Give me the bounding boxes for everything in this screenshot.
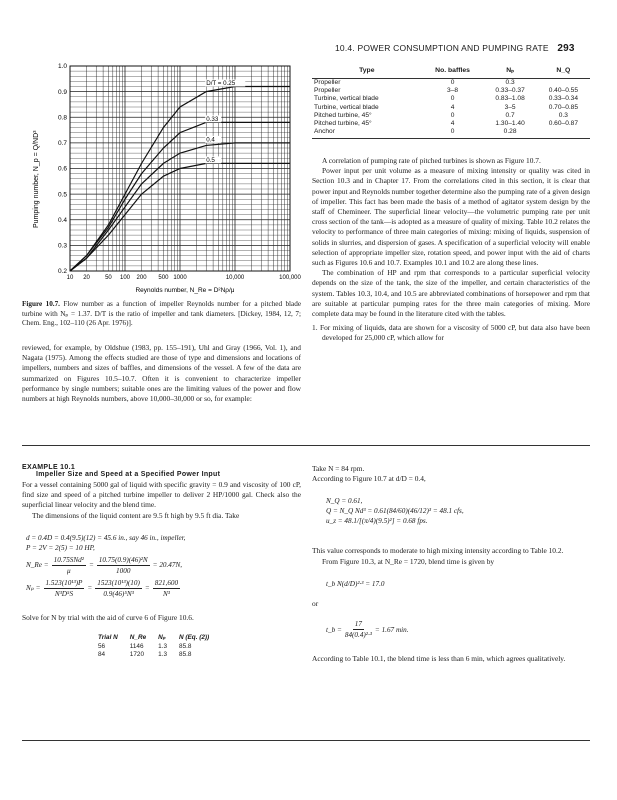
eq-equals: = xyxy=(144,584,150,593)
eq-denominator: 0.9(46)⁵N³ xyxy=(103,589,134,598)
x-tick-label: 100 xyxy=(119,275,131,281)
table-cell: 0 xyxy=(422,128,484,139)
eq-denominator: 1000 xyxy=(116,566,131,575)
trial-header: N_Re xyxy=(129,633,147,641)
table-cell: 0.3 xyxy=(558,111,568,119)
trial-header: Trial N xyxy=(98,633,118,641)
eq-rhs: = 20.47N, xyxy=(152,561,183,570)
table-row xyxy=(312,79,590,88)
table-row xyxy=(312,112,590,120)
table-cell: 0.7 xyxy=(505,111,515,119)
right-paragraph-2: Power input per unit volume as a measure of mixing intensity or quality was cited in Section 10.3 and in Chapter 17. From the correlations cited in this section, it is clear that power input and Reynolds number together determine also the pumping rate of a given design of impeller. This fact has been made the basis of a method of agitator system design by the staff of Chemineer. The superficial linear velocity—the volumetric pumping rate per unit cross section of the tank—is adopted as a measure of quality of mixing. Table 10.2 relates the velocity to performance of three main categories of mixing: mixing of liquids, suspension of solids in slurries, and dispersion of gases. A specification of a superficial velocity will enable selection of appropriate impeller size, rotation speed, and power input with the aid of charts such as Figures 10.6 and 10.7. Examples 10.1 and 10.2 are along these lines. xyxy=(312,166,590,268)
trial-cell: 85.8 xyxy=(179,643,192,651)
eq-numerator: 1523(10¹³)(10) xyxy=(97,578,140,587)
eq-numerator: 17 xyxy=(354,620,362,629)
trial-cell: 85.8 xyxy=(179,651,192,659)
table-cell: 0.70–0.85 xyxy=(548,103,579,111)
trial-cell: 56 xyxy=(98,643,106,651)
eq-denominator: N³ xyxy=(162,589,170,598)
eq-equals: = xyxy=(87,584,93,593)
table-cell: 1.30–1.40 xyxy=(495,120,525,128)
table-header-row xyxy=(312,66,590,79)
table-cell: 0.28 xyxy=(483,128,536,139)
x-tick-label: 10 xyxy=(66,275,74,281)
figure-caption-text: Flow number as a function of impeller Reynolds number for a pitched blade turbine with Nₚ = 1.37. D/T is the ratio of impeller and tank diameters. [Dickey, 1984, 12, 7; Chem. Eng., 102–110 (26 Apr. 1976)]. xyxy=(22,300,302,328)
example-right-line-2: According to Figure 10.7 at d/D = 0.4, xyxy=(312,474,426,484)
example-paragraph-1: For a vessel containing 5000 gal of liquid with specific gravity = 0.9 and viscosity of 100 cP, find size and speed of a pitched turbine impeller to deliver 2 HP/1000 gal. Check also the superficial linear velocity and the blend time. xyxy=(22,480,301,510)
flow-number-chart xyxy=(30,58,301,298)
trial-header: Nₚ xyxy=(158,634,166,642)
figure-label: Figure 10.7. xyxy=(22,300,60,308)
figure-caption xyxy=(22,300,301,329)
example-right-paragraph-5: According to Table 10.1, the blend time is less than 6 min, which agrees qualitatively. xyxy=(312,654,566,664)
x-tick-label: 10,000 xyxy=(225,275,245,281)
table-header: Type xyxy=(312,66,422,79)
example-right-paragraph-3: This value corresponds to moderate to high mixing intensity according to Table 10.2. xyxy=(312,546,564,556)
table-row xyxy=(312,87,590,95)
impeller-table xyxy=(312,66,590,139)
table-cell: Turbine, vertical blade xyxy=(314,95,379,103)
series-label: 0.5 xyxy=(206,156,215,164)
table-cell: 3–8 xyxy=(447,87,459,95)
equation-reynolds xyxy=(26,555,301,576)
table-cell: 0.40–0.55 xyxy=(548,87,579,95)
x-tick-label: 200 xyxy=(136,275,147,281)
left-column-text xyxy=(22,343,301,404)
table-cell: 4 xyxy=(450,103,455,111)
list-item: 1. For mixing of liquids, data are shown for a viscosity of 5000 cP, but data also have been developed for 25,000 cP, which allow for xyxy=(312,323,590,343)
example-label: EXAMPLE 10.1 xyxy=(22,464,76,471)
y-tick-label: 0.7 xyxy=(57,140,67,148)
eq-lhs: Nₚ = xyxy=(26,584,41,593)
right-column-text xyxy=(312,156,590,344)
series-label: D/T = 0.25 xyxy=(206,80,236,87)
table-row xyxy=(312,95,590,103)
trial-cell: 1720 xyxy=(129,651,144,659)
y-tick-label: 0.6 xyxy=(57,165,67,173)
x-axis-label: Reynolds number, N_Re = D²Nρ/μ xyxy=(135,287,235,294)
equation-power: P = 2V = 2(5) = 10 HP, xyxy=(26,543,95,552)
section-title: 10.4. POWER CONSUMPTION AND PUMPING RATE xyxy=(335,43,549,53)
table-cell xyxy=(537,128,590,139)
x-tick-label: 50 xyxy=(105,275,112,281)
table-cell: 0.33–0.37 xyxy=(495,87,525,95)
example-top-rule xyxy=(22,445,590,446)
eq-lhs: t_b = xyxy=(326,625,342,634)
table-cell: 0.60–0.87 xyxy=(548,120,579,128)
trial-header-row xyxy=(92,633,215,643)
eq-numerator: 10.75(0.9)(46)²N xyxy=(98,555,148,564)
trial-cell: 1.3 xyxy=(158,643,168,651)
eq-denominator: 84(0.4)²·³ xyxy=(344,631,372,640)
trial-cell: 1.3 xyxy=(158,651,168,659)
running-header xyxy=(335,43,587,54)
eq-numerator: 1.523(10¹³)P xyxy=(45,578,83,587)
table-row xyxy=(312,128,590,139)
table-row xyxy=(312,104,590,112)
y-axis-label: Pumping number, N_p = Q/ND³ xyxy=(33,130,40,228)
page-number: 293 xyxy=(557,43,575,54)
right-paragraph-1: A correlation of pumping rate of pitched turbines is shown as Figure 10.7. xyxy=(322,156,541,165)
equation-blend-time-solved xyxy=(326,619,590,640)
example-right-paragraph-4: From Figure 10.3, at N_Re = 1720, blend time is given by xyxy=(322,556,495,566)
table-cell: 0.33–0.34 xyxy=(548,95,579,103)
table-header: Nₚ xyxy=(483,66,536,79)
equation-flow-number: N_Q = 0.61, xyxy=(326,497,363,506)
trial-cell: 1146 xyxy=(129,643,144,651)
trial-cell: 84 xyxy=(98,651,106,659)
table-cell: 3–5 xyxy=(504,103,516,111)
eq-numerator: 821,600 xyxy=(154,578,179,587)
x-tick-label: 20 xyxy=(83,275,90,281)
table-cell xyxy=(537,79,590,88)
right-paragraph-3: The combination of HP and rpm that corresponds to a particular superficial velocity depends on the size of the tank, the size of the impeller, and certain characteristics of the system. Tables 10.3, 10.4, and 10.5 are abbreviated combinations of horsepower and rpm that are suitable at particular pumping rates for the three main categories of mixing. More complete data may be found in the literature cited with the tables. xyxy=(312,268,590,319)
y-tick-label: 0.9 xyxy=(57,88,67,96)
series-label: 0.4 xyxy=(206,136,215,144)
x-tick-label: 1000 xyxy=(173,275,187,281)
table-cell: 0 xyxy=(450,95,455,103)
trial-table xyxy=(92,633,215,659)
table-header: No. baffles xyxy=(422,66,484,79)
y-tick-label: 0.2 xyxy=(57,268,67,276)
example-left-column xyxy=(22,464,301,659)
table-cell: Anchor xyxy=(312,128,422,139)
trial-row xyxy=(92,643,215,651)
equation-blend-time: t_b N(d/D)²·³ = 17.0 xyxy=(326,579,385,588)
table-cell: 0 xyxy=(450,111,455,119)
table-cell: 0.83–1.08 xyxy=(495,95,525,103)
x-tick-label: 100,000 xyxy=(279,275,301,281)
example-bottom-rule xyxy=(22,740,590,741)
y-tick-label: 1.0 xyxy=(57,63,67,71)
table-cell: Propeller xyxy=(314,79,341,86)
equation-velocity: u_z = 48.1/[(π/4)(9.5)²] = 0.68 fps. xyxy=(326,517,428,526)
eq-numerator: 10.75SNd² xyxy=(53,555,84,564)
table-cell: Turbine, vertical blade xyxy=(314,103,379,111)
eq-rhs: = 1.67 min. xyxy=(374,625,409,634)
example-right-line-1: Take N = 84 rpm. xyxy=(312,464,365,473)
equation-flow-rate: Q = N_Q Nd³ = 0.61(84/60)(46/12)³ = 48.1 cfs, xyxy=(326,507,464,516)
left-paragraph: reviewed, for example, by Oldshue (1983, pp. 155–191), Uhl and Gray (1966, Vol. 1), and Nagata (1975). Among the effects studied are those of type and dimensions and locations of impellers, numbers and sizes of baffles, and dimensions of the vessel. A few of the data are summarized on Figures 10.5–10.7. Often it is convenient to characterize impeller performance by single numbers; suitable ones are the limiting values of the power and flow numbers at high Reynolds numbers, above 10,000–30,000 or so, for example: xyxy=(22,343,301,404)
table-cell: Propeller xyxy=(314,87,341,95)
example-paragraph-2: The dimensions of the liquid content are 9.5 ft high by 9.5 ft dia. Take xyxy=(32,510,240,520)
x-tick-label: 500 xyxy=(158,275,169,281)
example-right-column xyxy=(312,464,590,664)
eq-denominator: N³D⁵S xyxy=(54,589,74,598)
y-tick-label: 0.8 xyxy=(57,114,67,122)
example-title: Impeller Size and Speed at a Specified Power Input xyxy=(36,471,221,478)
y-tick-label: 0.4 xyxy=(57,216,67,224)
eq-equals: = xyxy=(88,561,94,570)
table-header: N_Q xyxy=(537,66,590,79)
table-cell: 0 xyxy=(450,79,455,86)
table-cell: 0.3 xyxy=(505,79,515,86)
eq-lhs: N_Re = xyxy=(26,561,49,570)
equation-impeller-size: d = 0.4D = 0.4(9.5)(12) = 45.6 in., say 46 in., impeller, xyxy=(26,533,186,542)
eq-denominator: μ xyxy=(66,566,71,575)
or-text: or xyxy=(312,598,319,608)
table-cell: Pitched turbine, 45° xyxy=(314,120,372,128)
equation-power-number xyxy=(26,578,301,599)
y-tick-label: 0.5 xyxy=(57,191,67,199)
table-cell: 4 xyxy=(450,120,455,128)
series-label: 0.33 xyxy=(206,115,219,123)
trial-row xyxy=(92,651,215,659)
y-tick-label: 0.3 xyxy=(57,242,67,250)
table-row xyxy=(312,120,590,128)
trial-header: N (Eq. (2)) xyxy=(179,633,210,641)
table-cell: Pitched turbine, 45° xyxy=(314,111,372,119)
example-paragraph-3: Solve for N by trial with the aid of curve 6 of Figure 10.6. xyxy=(22,612,194,622)
